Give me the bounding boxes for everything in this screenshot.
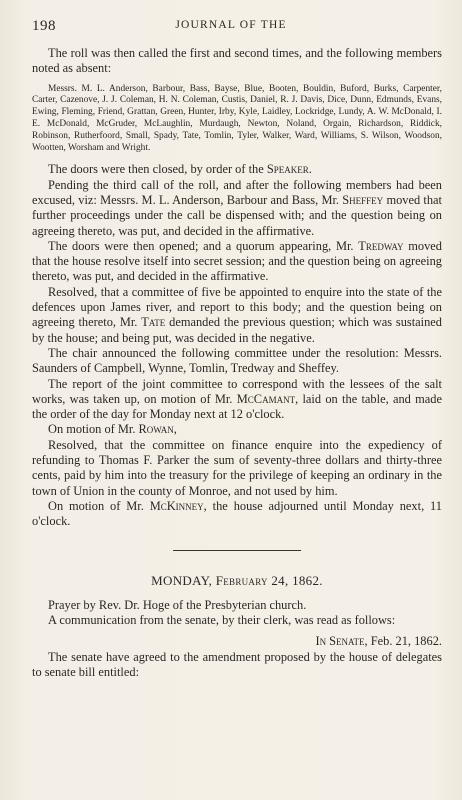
running-title: JOURNAL OF THE bbox=[175, 19, 287, 31]
text-run: The doors were then closed, by order of the bbox=[48, 162, 267, 177]
text-run: Pending the third call of the roll, and after the following members had been excused, viz: Messrs. M. L. Anderson, Barbour and Bass, Mr. bbox=[32, 177, 442, 207]
date-heading bbox=[32, 573, 442, 588]
text-run: MONDAY, bbox=[151, 572, 216, 588]
paragraph-pending bbox=[32, 178, 442, 239]
paragraph-resolved-defences bbox=[32, 285, 442, 346]
senate-label: In Senate bbox=[315, 634, 365, 649]
paragraph-prayer: Prayer by Rev. Dr. Hoge of the Presbyterian church. bbox=[48, 597, 307, 612]
paragraph-salt-works-report bbox=[32, 377, 442, 423]
text-run: On motion of Mr. bbox=[48, 422, 139, 437]
text-run: , bbox=[173, 422, 177, 437]
member-name: Tate bbox=[141, 315, 166, 330]
page-body bbox=[32, 46, 442, 680]
paragraph-adjourn bbox=[32, 499, 442, 530]
member-name: McCamant bbox=[236, 391, 296, 406]
text-run: The doors were then opened; and a quorum appearing, Mr. bbox=[48, 238, 359, 253]
member-name: Rowan bbox=[138, 422, 174, 437]
speaker-name: Speaker bbox=[266, 162, 309, 177]
absent-members-list: Messrs. M. L. Anderson, Barbour, Bass, Bayse, Blue, Booten, Bouldin, Buford, Burks, Carpenter, Carter, Cazenove, J. J. Coleman, H. N. Coleman, Custis, Daniel, R. J. Davis, Dice, Dunn, Edmunds, Evans, Ewing, Fleming, Friend, Grattan, Green, Hunter, Irby, Kyle, Laidley, Lockridge, Lundy, A. W. McDonald, I. E. McDonald, McGruder, McLaughlin, Murdaugh, Newton, Noland, Orgain, Richardson, Riddick, Robinson, Rutherfoord, Small, Spady, Tate, Tomlin, Tyler, Walker, Ward, Williams, S. Wilson, Woodson, Wootten, Worsham and Wright. bbox=[32, 83, 442, 153]
senate-dateline bbox=[32, 634, 442, 649]
month-name: February bbox=[215, 572, 268, 588]
text-run: . bbox=[308, 162, 312, 177]
member-name: Tredway bbox=[358, 238, 404, 253]
member-name: McKinney bbox=[149, 498, 204, 513]
paragraph-senate-agreed: The senate have agreed to the amendment proposed by the house of delegates to senate bill entitled: bbox=[32, 649, 442, 679]
text-run: demanded the previous question; which was sustained by the house; and being put, was decided in the negative. bbox=[32, 315, 442, 345]
text-run: moved that further proceedings under the call be dispensed with; and the question being on agreeing thereto, was put, and decided in the affirmative. bbox=[32, 192, 443, 238]
paragraph-motion-rowan bbox=[32, 422, 442, 437]
section-divider bbox=[173, 550, 301, 551]
text-run: 24, 1862. bbox=[267, 572, 323, 588]
page-header bbox=[32, 18, 430, 36]
text-run: , laid on the table, and made the order of the day for Monday next at 12 o'clock. bbox=[32, 391, 442, 422]
text-run: , Feb. 21, 1862. bbox=[364, 634, 442, 649]
text-run: Resolved, that a committee of five be appointed to enquire into the state of the defences upon James river, and report to this body; and the question being on agreeing thereto, Mr. bbox=[32, 284, 442, 330]
paragraph-doors-opened bbox=[32, 239, 442, 285]
paragraph-communication: A communication from the senate, by their clerk, was read as follows: bbox=[48, 613, 396, 628]
paragraph-chair-committee: The chair announced the following committee under the resolution: Messrs. Saunders of Campbell, Wynne, Tomlin, Tredway and Sheffey. bbox=[32, 345, 442, 376]
paragraph-doors-closed bbox=[32, 162, 442, 177]
text-run: moved that the house resolve itself into secret session; and the question being on agreeing thereto, was put, and decided in the affirmative. bbox=[32, 238, 442, 284]
text-run: The report of the joint committee to correspond with the lessees of the salt works, was taken up, on motion of Mr. bbox=[32, 376, 442, 406]
member-name: Sheffey bbox=[342, 192, 384, 207]
text-run: On motion of Mr. bbox=[48, 498, 150, 513]
page-number: 198 bbox=[32, 18, 56, 34]
text-run: , the house adjourned until Monday next, 11 o'clock. bbox=[32, 498, 442, 529]
paragraph-resolved-refund: Resolved, that the committee on finance enquire into the expediency of refunding to Thomas F. Parker the sum of seventy-three dollars and thirty-three cents, paid by him into the treasury for the privilege of keeping an ordinary in the town of Union in the county of Monroe, and not used by him. bbox=[32, 437, 442, 498]
paragraph-roll-intro: The roll was then called the first and second times, and the following members noted as absent: bbox=[32, 46, 442, 76]
